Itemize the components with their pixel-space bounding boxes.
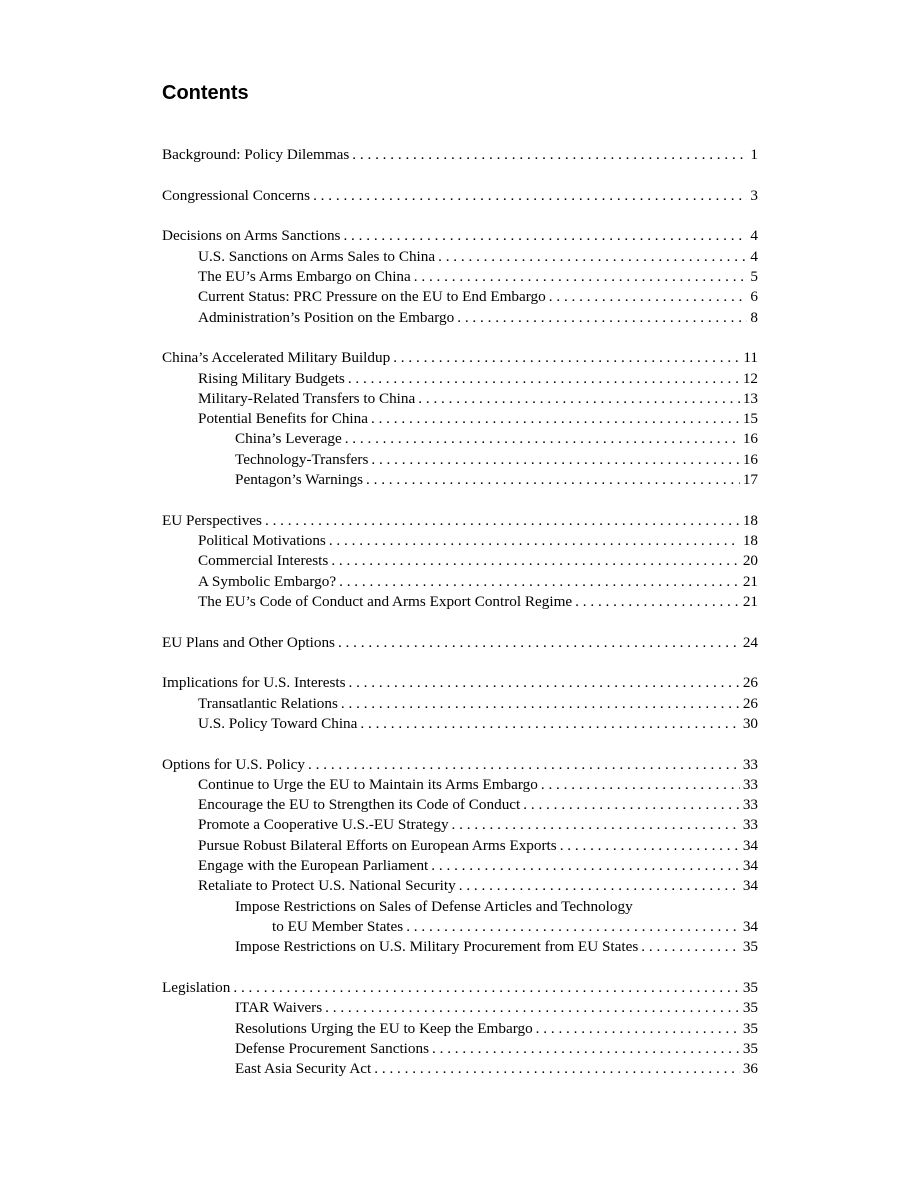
- toc-entry-title: Political Motivations: [198, 532, 326, 550]
- toc-entry-title: China’s Leverage: [235, 430, 342, 448]
- toc-entry[interactable]: [162, 552, 758, 572]
- dot-leader: [341, 695, 740, 713]
- toc-entry-title: Administration’s Position on the Embargo: [198, 308, 455, 326]
- dot-leader: [560, 837, 740, 855]
- toc-entry-title: Potential Benefits for China: [198, 410, 368, 428]
- toc-entry-title: Defense Procurement Sanctions: [235, 1039, 430, 1057]
- toc-page-number: 35: [742, 1039, 758, 1057]
- dot-leader: [393, 349, 740, 367]
- toc-page-number: 4: [750, 227, 758, 245]
- toc-page-number: 8: [750, 308, 758, 326]
- toc-entry-title: Transatlantic Relations: [198, 694, 338, 712]
- dot-leader: [374, 1060, 740, 1078]
- toc-entry-first-line[interactable]: [162, 898, 758, 918]
- dot-leader: [414, 268, 748, 286]
- toc-group: [162, 512, 758, 613]
- table-of-contents: [162, 146, 758, 1101]
- toc-entry[interactable]: [162, 227, 758, 247]
- toc-entry-title: A Symbolic Embargo?: [198, 572, 337, 590]
- toc-entry[interactable]: [162, 451, 758, 471]
- dot-leader: [343, 227, 747, 245]
- dot-leader: [339, 573, 740, 591]
- dot-leader: [452, 816, 740, 834]
- toc-entry-title-continued: to EU Member States: [272, 917, 404, 935]
- toc-entry-title: Commercial Interests: [198, 552, 329, 570]
- toc-page-number: 5: [750, 267, 758, 285]
- toc-page-number: 18: [742, 532, 758, 550]
- toc-page-number: 34: [742, 857, 758, 875]
- toc-page-number: 13: [742, 389, 758, 407]
- dot-leader: [406, 918, 740, 936]
- toc-entry-title: Options for U.S. Policy: [162, 755, 306, 773]
- dot-leader: [418, 390, 740, 408]
- toc-page-number: 18: [742, 511, 758, 529]
- toc-entry-title: Military-Related Transfers to China: [198, 389, 416, 407]
- toc-entry-title: Pursue Robust Bilateral Efforts on European Arms Exports: [198, 836, 557, 854]
- toc-entry[interactable]: [162, 248, 758, 268]
- toc-entry[interactable]: [162, 695, 758, 715]
- toc-page-number: 20: [742, 552, 758, 570]
- toc-page-number: 24: [742, 633, 758, 651]
- dot-leader: [541, 776, 740, 794]
- dot-leader: [431, 857, 740, 875]
- toc-page-number: 34: [742, 877, 758, 895]
- toc-page-number: 17: [742, 471, 758, 489]
- toc-entry[interactable]: [162, 532, 758, 552]
- toc-entry[interactable]: [162, 715, 758, 735]
- dot-leader: [338, 634, 740, 652]
- toc-entry[interactable]: [162, 756, 758, 776]
- toc-entry[interactable]: [162, 999, 758, 1019]
- toc-entry-title: U.S. Sanctions on Arms Sales to China: [198, 247, 436, 265]
- toc-entry[interactable]: [162, 776, 758, 796]
- dot-leader: [432, 1040, 740, 1058]
- toc-page-number: 26: [742, 694, 758, 712]
- toc-entry-title: EU Plans and Other Options: [162, 633, 335, 651]
- toc-entry[interactable]: [162, 857, 758, 877]
- toc-page-number: 35: [742, 978, 758, 996]
- toc-page-number: 1: [750, 146, 758, 163]
- toc-page-number: 35: [742, 938, 758, 956]
- dot-leader: [308, 756, 740, 774]
- toc-entry-title: Congressional Concerns: [162, 186, 311, 204]
- toc-entry-title: Implications for U.S. Interests: [162, 674, 346, 692]
- toc-entry-title: Pentagon’s Warnings: [235, 471, 364, 489]
- toc-entry-title: Decisions on Arms Sanctions: [162, 227, 341, 245]
- toc-entry-title: Legislation: [162, 978, 231, 996]
- toc-entry[interactable]: [162, 268, 758, 288]
- dot-leader: [360, 715, 739, 733]
- toc-page-number: 33: [742, 755, 758, 773]
- toc-entry[interactable]: [162, 410, 758, 430]
- toc-page-number: 11: [743, 349, 758, 367]
- toc-entry[interactable]: [162, 512, 758, 532]
- toc-entry[interactable]: [162, 288, 758, 308]
- dot-leader: [348, 674, 739, 692]
- dot-leader: [575, 593, 740, 611]
- dot-leader: [641, 938, 740, 956]
- toc-entry[interactable]: [162, 1020, 758, 1040]
- toc-entry-title: Technology-Transfers: [235, 450, 369, 468]
- toc-page-number: 26: [742, 674, 758, 692]
- toc-page-number: 21: [742, 572, 758, 590]
- toc-entry[interactable]: [162, 146, 758, 166]
- toc-entry[interactable]: [162, 349, 758, 369]
- toc-entry-title: Continue to Urge the EU to Maintain its Arms Embargo: [198, 775, 538, 793]
- toc-group: [162, 979, 758, 1080]
- toc-entry-title: Resolutions Urging the EU to Keep the Embargo: [235, 1019, 533, 1037]
- toc-entry-title: Current Status: PRC Pressure on the EU to End Embargo: [198, 288, 546, 306]
- toc-entry-title: Retaliate to Protect U.S. National Security: [198, 877, 456, 895]
- toc-entry[interactable]: [162, 877, 758, 897]
- toc-entry[interactable]: [162, 938, 758, 958]
- dot-leader: [438, 248, 747, 266]
- toc-page-number: 35: [742, 999, 758, 1017]
- toc-entry[interactable]: [162, 796, 758, 816]
- toc-entry[interactable]: [162, 593, 758, 613]
- toc-page-number: 6: [750, 288, 758, 306]
- toc-entry-title: East Asia Security Act: [235, 1060, 372, 1078]
- dot-leader: [325, 999, 740, 1017]
- toc-entry-title: Engage with the European Parliament: [198, 857, 429, 875]
- toc-entry[interactable]: [162, 634, 758, 654]
- toc-entry[interactable]: [162, 471, 758, 491]
- toc-group: [162, 674, 758, 735]
- dot-leader: [329, 532, 740, 550]
- dot-leader: [459, 877, 740, 895]
- toc-page-number: 36: [742, 1060, 758, 1078]
- toc-group: [162, 227, 758, 328]
- toc-page-number: 4: [750, 247, 758, 265]
- toc-entry[interactable]: [162, 837, 758, 857]
- toc-page-number: 3: [750, 186, 758, 204]
- toc-group: [162, 756, 758, 959]
- toc-entry-title: Rising Military Budgets: [198, 369, 345, 387]
- dot-leader: [457, 309, 747, 327]
- dot-leader: [523, 796, 740, 814]
- toc-page-number: 30: [742, 714, 758, 732]
- toc-page-number: 35: [742, 1019, 758, 1037]
- toc-entry[interactable]: [162, 573, 758, 593]
- dot-leader: [265, 512, 740, 530]
- toc-page-number: 34: [742, 917, 758, 935]
- dot-leader: [366, 471, 740, 489]
- dot-leader: [233, 979, 739, 997]
- toc-entry-continuation[interactable]: [162, 918, 758, 938]
- toc-entry[interactable]: [162, 1060, 758, 1080]
- page-title: Contents: [162, 82, 249, 104]
- toc-entry-title: The EU’s Code of Conduct and Arms Export Control Regime: [198, 592, 573, 610]
- dot-leader: [536, 1020, 740, 1038]
- toc-group: [162, 146, 758, 166]
- toc-entry-title: China’s Accelerated Military Buildup: [162, 349, 391, 367]
- dot-leader: [549, 288, 748, 306]
- toc-page-number: 16: [742, 430, 758, 448]
- toc-group: [162, 187, 758, 207]
- dot-leader: [331, 552, 739, 570]
- toc-entry[interactable]: [162, 187, 758, 207]
- dot-leader: [345, 430, 740, 448]
- dot-leader: [371, 451, 739, 469]
- toc-page-number: 33: [742, 816, 758, 834]
- toc-entry-title: ITAR Waivers: [235, 999, 323, 1017]
- toc-entry[interactable]: [162, 816, 758, 836]
- toc-page-number: 33: [742, 796, 758, 814]
- toc-entry[interactable]: [162, 390, 758, 410]
- toc-group: [162, 634, 758, 654]
- toc-entry-title: Impose Restrictions on Sales of Defense Articles and Technology: [235, 897, 633, 915]
- toc-entry-title: EU Perspectives: [162, 511, 262, 529]
- dot-leader: [352, 146, 747, 164]
- toc-entry-title: Background: Policy Dilemmas: [162, 146, 350, 163]
- toc-page-number: 33: [742, 775, 758, 793]
- dot-leader: [371, 410, 740, 428]
- toc-entry-title: U.S. Policy Toward China: [198, 714, 358, 732]
- toc-page-number: 34: [742, 836, 758, 854]
- toc-page-number: 15: [742, 410, 758, 428]
- dot-leader: [313, 187, 747, 205]
- toc-entry[interactable]: [162, 309, 758, 329]
- toc-entry[interactable]: [162, 430, 758, 450]
- toc-page-number: 21: [742, 592, 758, 610]
- toc-entry[interactable]: [162, 674, 758, 694]
- toc-entry[interactable]: [162, 1040, 758, 1060]
- toc-entry-title: Impose Restrictions on U.S. Military Procurement from EU States: [235, 938, 639, 956]
- toc-page-number: 12: [742, 369, 758, 387]
- toc-entry[interactable]: [162, 979, 758, 999]
- toc-entry[interactable]: [162, 370, 758, 390]
- dot-leader: [348, 370, 740, 388]
- toc-entry-title: Encourage the EU to Strengthen its Code of Conduct: [198, 796, 521, 814]
- toc-page-number: 16: [742, 450, 758, 468]
- toc-group: [162, 349, 758, 491]
- toc-entry-title: Promote a Cooperative U.S.-EU Strategy: [198, 816, 449, 834]
- toc-entry-title: The EU’s Arms Embargo on China: [198, 267, 411, 285]
